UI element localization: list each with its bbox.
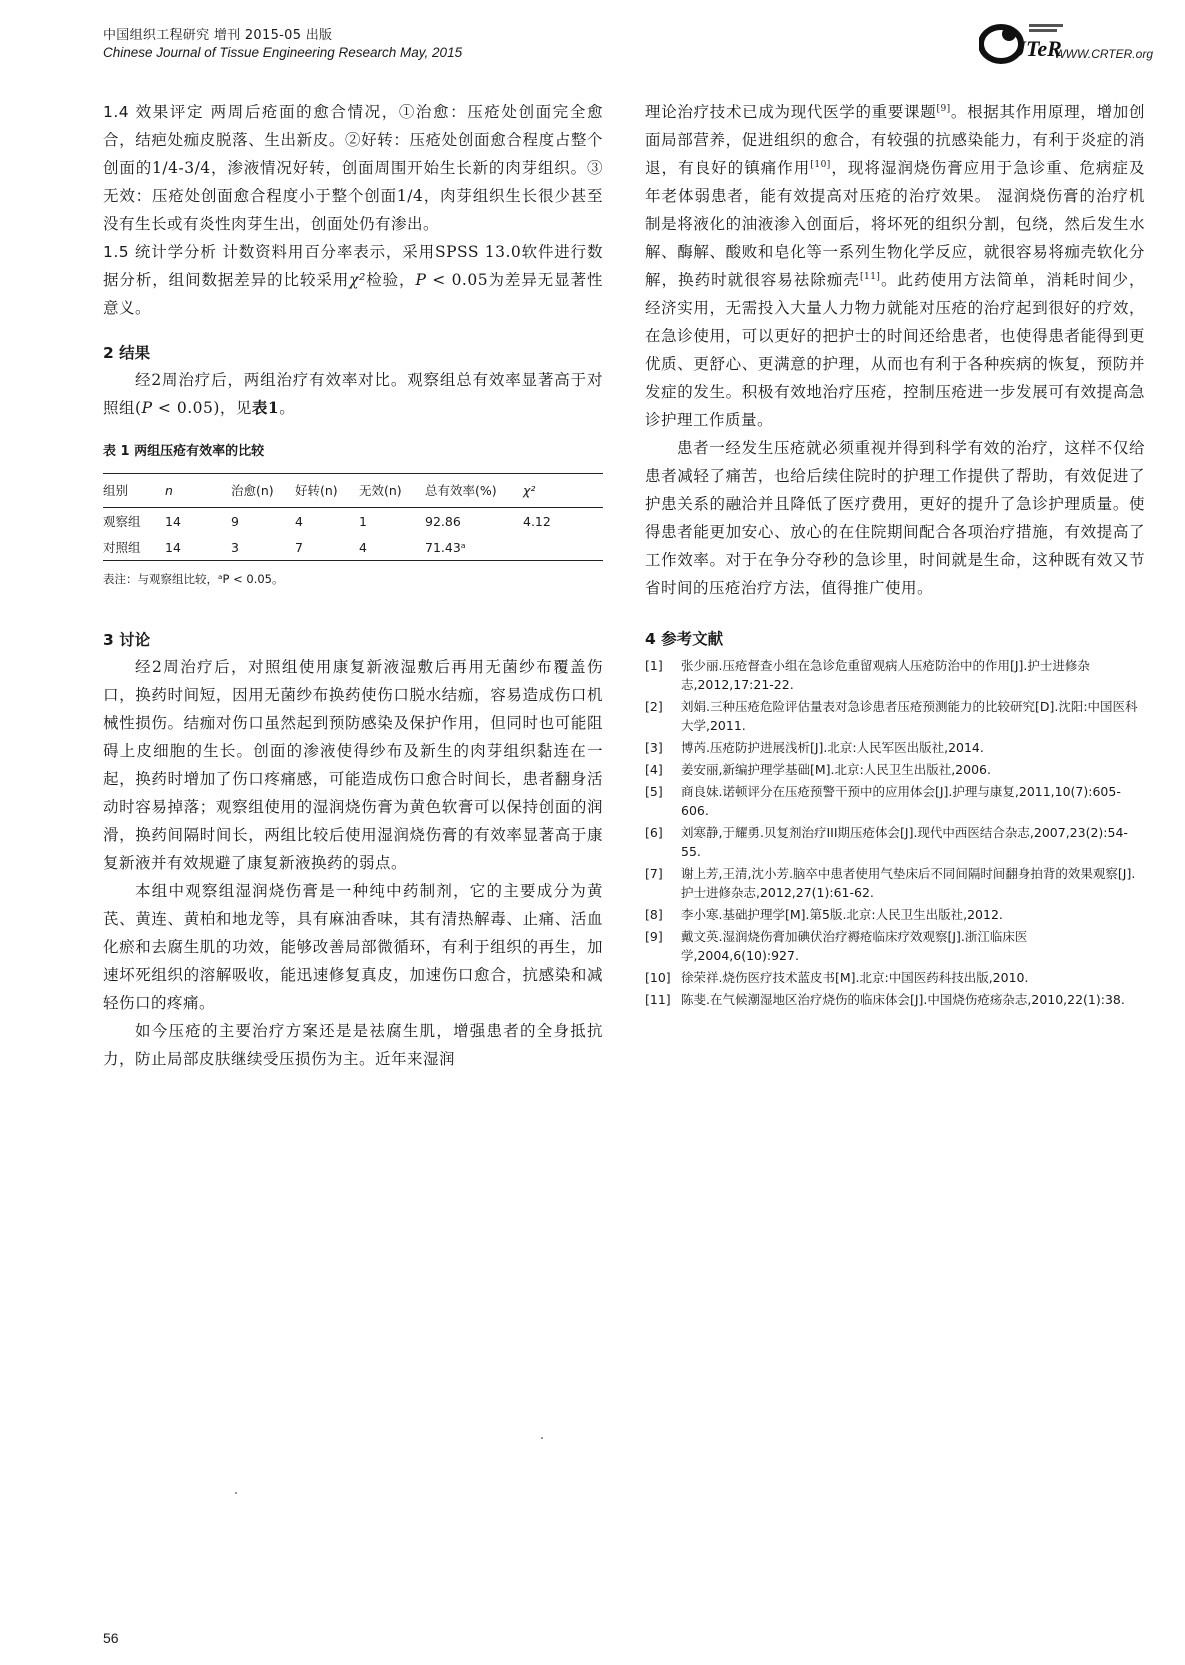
- table-note: 表注：与观察组比较，ᵃP < 0.05。: [103, 572, 284, 586]
- reference-item: [645, 905, 1145, 924]
- col-chi-square: χ²: [523, 482, 536, 498]
- reference-text: 李小寒.基础护理学[M].第5版.北京:人民卫生出版社,2012.: [681, 907, 1003, 922]
- discussion-text: ，现将湿润烧伤膏应用于急诊重、危病症及年老体弱患者，能有效提高对压疮的治疗效果。 湿润烧伤膏的治疗机制是将液化的油液渗入创面后，将坏死的组织分割，包绕，然后发生水解、酶解、酸败和皂化等一系列生物化学反应，就很容易将痂壳软化分解，换药时就很容易祛除痂壳: [645, 159, 1145, 289]
- reference-list: [645, 656, 1145, 1009]
- journal-url[interactable]: WWW.CRTER.org: [1054, 47, 1153, 61]
- results-text: 经2周治疗后，两组治疗有效率对比。观察组总有效率显著高于对照组(: [103, 371, 603, 417]
- reference-number: [6]: [645, 825, 663, 840]
- section-1-4: [103, 98, 603, 238]
- reference-text: 张少丽.压疮督查小组在急诊危重留观病人压疮防治中的作用[J].护士进修杂志,2012,17:21-22.: [681, 658, 1090, 692]
- table-row: [103, 508, 603, 535]
- right-column: [645, 98, 1145, 1012]
- reference-number: [5]: [645, 784, 663, 799]
- reference-number: [9]: [645, 929, 663, 944]
- page-number: 56: [103, 1630, 119, 1646]
- reference-text: 姜安丽,新编护理学基础[M].北京:人民卫生出版社,2006.: [681, 762, 991, 777]
- cell: 92.86: [425, 513, 461, 529]
- reference-number: [2]: [645, 699, 663, 714]
- journal-title-en: Chinese Journal of Tissue Engineering Research May, 2015: [103, 45, 463, 60]
- cell: 71.43ᵃ: [425, 539, 466, 555]
- reference-item: [645, 738, 1145, 757]
- p-symbol: P: [141, 399, 153, 417]
- cell: 对照组: [103, 540, 141, 555]
- reference-item: [645, 656, 1145, 694]
- reference-number: [1]: [645, 658, 663, 673]
- table-header-row: [103, 474, 603, 508]
- scan-speck: [541, 1437, 543, 1439]
- journal-title-cn: 中国组织工程研究 增刊 2015-05 出版: [103, 28, 333, 43]
- results-text: 。: [279, 399, 296, 417]
- reference-text: 谢上芳,王清,沈小芳.脑卒中患者使用气垫床后不同间隔时间翻身拍背的效果观察[J].护士进修杂志,2012,27(1):61-62.: [681, 866, 1136, 900]
- cell: [523, 534, 603, 561]
- cell: 观察组: [103, 514, 141, 529]
- col-cured: 治愈(n): [231, 483, 274, 498]
- reference-item: [645, 823, 1145, 861]
- efficacy-table: [103, 473, 603, 561]
- reference-number: [7]: [645, 866, 663, 881]
- cell: 1: [359, 513, 367, 529]
- citation-11[interactable]: [11]: [859, 271, 881, 282]
- cell: 14: [165, 513, 181, 529]
- results-text: < 0.05)，见: [152, 399, 252, 417]
- cell: 4: [359, 539, 367, 555]
- discussion-paragraph-2: 本组中观察组湿润烧伤膏是一种纯中药制剂，它的主要成分为黄芪、黄连、黄柏和地龙等，具有麻油香味，其有清热解毒、止痛、活血化瘀和去腐生肌的功效，能够改善局部微循环，有利于组织的再生，加速坏死组织的溶解吸收，能迅速修复真皮，加速伤口愈合，抗感染和减轻伤口的疼痛。: [103, 882, 603, 1012]
- col-improved: 好转(n): [295, 483, 338, 498]
- cell: 7: [295, 539, 303, 555]
- col-invalid: 无效(n): [359, 483, 402, 498]
- reference-number: [10]: [645, 970, 671, 985]
- reference-number: [8]: [645, 907, 663, 922]
- reference-text: 戴文英.湿润烧伤膏加碘伏治疗褥疮临床疗效观察[J].浙江临床医学,2004,6(10):927.: [681, 929, 1028, 963]
- discussion-text: 。根据其作用原理，增加创面局部营养，促进组织的愈合，有较强的抗感染能力，有利于炎症的消退，有良好的镇痛作用: [645, 103, 1145, 177]
- reference-text: 徐荣祥.烧伤医疗技术蓝皮书[M].北京:中国医药科技出版,2010.: [681, 970, 1029, 985]
- references-heading: 4 参考文献: [645, 630, 724, 648]
- cell: 14: [165, 539, 181, 555]
- reference-number: [11]: [645, 992, 671, 1007]
- reference-item: [645, 864, 1145, 902]
- reference-number: [3]: [645, 740, 663, 755]
- reference-item: [645, 968, 1145, 987]
- section-1-5-text: 计数资料用百分率表示，采用SPSS 13.0软件进行数据分析，组间数据差异的比较采用: [103, 243, 604, 289]
- p-symbol: P: [415, 271, 427, 289]
- section-1-5-text: 检验，: [365, 271, 416, 289]
- scan-speck: [235, 1492, 237, 1494]
- svg-text:JTeR: JTeR: [1015, 36, 1062, 61]
- discussion-text: 。此药使用方法简单，消耗时间少，经济实用，无需投入大量人力物力就能对压疮的治疗起到很好的疗效，在急诊使用，可以更好的把护士的时间还给患者，也使得患者能得到更优质、更舒心、更满意的护理，从而也有利于各种疾病的恢复，预防并发症的发生。积极有效地治疗压疮，控制压疮进一步发展可有效提高急诊护理工作质量。: [645, 271, 1145, 429]
- reference-item: [645, 760, 1145, 779]
- reference-text: 博芮.压疮防护进展浅析[J].北京:人民军医出版社,2014.: [681, 740, 984, 755]
- section-1-5-text: < 0.05为差异无显著性意义。: [103, 271, 603, 317]
- discussion-paragraph-3: 如今压疮的主要治疗方案还是是祛腐生肌，增强患者的全身抵抗力，防止局部皮肤继续受压损伤为主。近年来湿润: [103, 1022, 603, 1068]
- page-header: [103, 18, 1153, 68]
- results-heading: 2 结果: [103, 344, 151, 362]
- discussion-continued: [645, 98, 1145, 434]
- discussion-paragraph-1: 经2周治疗后，对照组使用康复新液湿敷后再用无菌纱布覆盖伤口，换药时间短，因用无菌纱布换药使伤口脱水结痂，容易造成伤口机械性损伤。结痂对伤口虽然起到预防感染及保护作用，但同时也可能阻碍上皮细胞的生长。创面的渗液使得纱布及新生的肉芽组织黏连在一起，换药时增加了伤口疼痛感，可能造成伤口愈合时间长，患者翻身活动时容易掉落；观察组使用的湿润烧伤膏为黄色软膏可以保持创面的润滑，换药间隔时间长，两组比较后使用湿润烧伤膏的有效率显著高于康复新液并有效规避了康复新液换药的弱点。: [103, 658, 603, 872]
- cell: 3: [231, 539, 239, 555]
- discussion-paragraph-conclusion: 患者一经发生压疮就必须重视并得到科学有效的治疗，这样不仅给患者减轻了痛苦，也给后续住院时的护理工作提供了帮助，有效促进了护患关系的融洽并且降低了医疗费用，更好的提升了急诊护理质量。使得患者能更加安心、放心的在住院期间配合各项治疗措施，有效提高了工作效率。对于在争分夺秒的急诊里，时间就是生命，这种既有效又节省时间的压疮治疗方法，值得推广使用。: [645, 439, 1145, 597]
- table-caption: 表 1 两组压疮有效率的比较: [103, 444, 265, 459]
- citation-10[interactable]: [10]: [810, 159, 831, 170]
- reference-item: [645, 990, 1145, 1009]
- cell: 4: [295, 513, 303, 529]
- section-1-4-title: 1.4 效果评定: [103, 103, 205, 121]
- discussion-heading: 3 讨论: [103, 631, 151, 649]
- reference-number: [4]: [645, 762, 663, 777]
- left-column: [103, 98, 603, 1073]
- col-n: n: [165, 482, 173, 498]
- table-row: [103, 534, 603, 561]
- results-paragraph: [103, 366, 603, 422]
- cell: 4.12: [523, 513, 551, 529]
- chi-square-symbol: χ²: [349, 271, 366, 289]
- discussion-text: 理论治疗技术已成为现代医学的重要课题: [645, 103, 937, 121]
- table-reference-link[interactable]: 表1: [251, 398, 280, 417]
- reference-text: 陈斐.在气候潮湿地区治疗烧伤的临床体会[J].中国烧伤疮疡杂志,2010,22(1):38.: [681, 992, 1125, 1007]
- reference-item: [645, 697, 1145, 735]
- col-group: 组别: [103, 483, 129, 498]
- reference-item: [645, 782, 1145, 820]
- section-1-5-title: 1.5 统计学分析: [103, 243, 217, 261]
- cell: 9: [231, 513, 239, 529]
- section-1-5: [103, 238, 603, 322]
- reference-text: 商良妹.诺顿评分在压疮预警干预中的应用体会[J].护理与康复,2011,10(7):605-606.: [681, 784, 1121, 818]
- reference-text: 刘寒静,于耀勇.贝复剂治疗III期压疮体会[J].现代中西医结合杂志,2007,23(2):54-55.: [681, 825, 1128, 859]
- section-1-4-text: 两周后疮面的愈合情况，①治愈：压疮处创面完全愈合，结疤处痂皮脱落、生出新皮。②好转：压疮处创面愈合程度占整个创面的1/4-3/4，渗液情况好转，创面周围开始生长新的肉芽组织。③无效：压疮处创面愈合程度小于整个创面1/4，肉芽组织生长很少甚至没有生长或有炎性肉芽生出，创面处仍有渗出。: [103, 103, 603, 233]
- reference-item: [645, 927, 1145, 965]
- reference-text: 刘娟.三种压疮危险评估量表对急诊患者压疮预测能力的比较研究[D].沈阳:中国医科大学,2011.: [681, 699, 1138, 733]
- col-total-rate: 总有效率(%): [425, 483, 497, 498]
- citation-9[interactable]: [9]: [936, 103, 951, 114]
